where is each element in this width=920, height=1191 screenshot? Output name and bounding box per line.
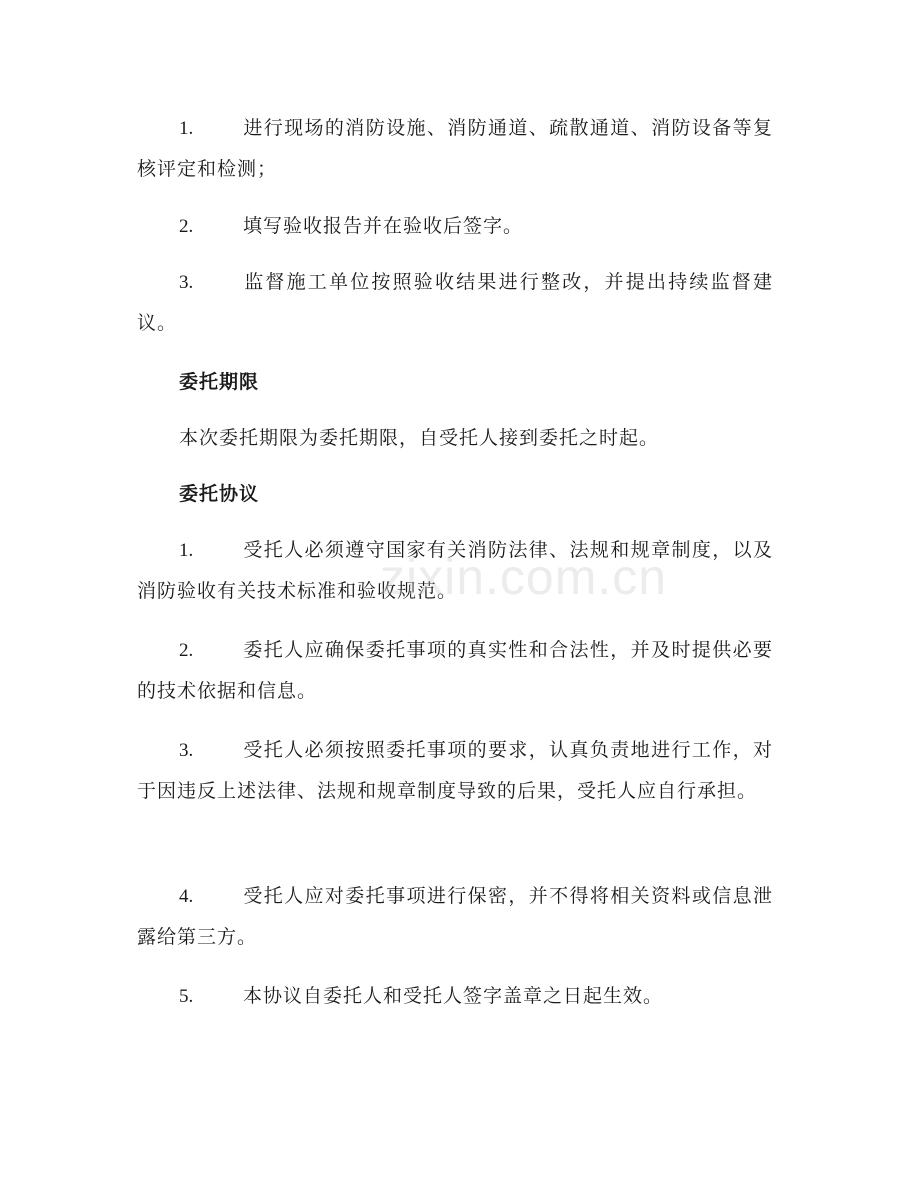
item-text: 填写验收报告并在验收后签字。 [243, 215, 524, 237]
list-item [137, 108, 773, 189]
section-heading-term: 委托期限 [179, 371, 260, 393]
item-text: 受托人必须按照委托事项的要求，认真负责地进行工作，对于因违反上述法律、法规和规章制度导致的后果，受托人应自行承担。 [137, 739, 773, 802]
item-number: 2. [179, 216, 194, 237]
item-text: 受托人应对委托事项进行保密，并不得将相关资料或信息泄露给第三方。 [137, 885, 773, 948]
item-text: 本协议自委托人和受托人签字盖章之日起生效。 [243, 985, 664, 1007]
item-number: 1. [179, 118, 194, 139]
term-paragraph: 本次委托期限为委托期限，自受托人接到委托之时起。 [179, 427, 660, 449]
section-heading-agreement: 委托协议 [179, 483, 260, 505]
list-item [137, 976, 773, 1017]
item-number: 1. [179, 540, 194, 561]
watermark: zixin.com.cn [380, 549, 668, 605]
item-text: 进行现场的消防设施、消防通道、疏散通道、消防设备等复核评定和检测； [137, 117, 773, 180]
item-number: 3. [179, 740, 194, 761]
list-item [137, 876, 773, 957]
list-item [137, 630, 773, 711]
item-number: 3. [179, 272, 194, 293]
item-text: 受托人必须遵守国家有关消防法律、法规和规章制度，以及消防验收有关技术标准和验收规范。 [137, 539, 773, 602]
list-item [137, 530, 773, 611]
list-item [137, 206, 773, 247]
item-text: 监督施工单位按照验收结果进行整改，并提出持续监督建议。 [137, 271, 773, 334]
item-number: 4. [179, 886, 194, 907]
list-item [137, 730, 773, 811]
item-number: 5. [179, 986, 194, 1007]
item-text: 委托人应确保委托事项的真实性和合法性，并及时提供必要的技术依据和信息。 [137, 639, 773, 702]
item-number: 2. [179, 640, 194, 661]
list-item [137, 262, 773, 343]
